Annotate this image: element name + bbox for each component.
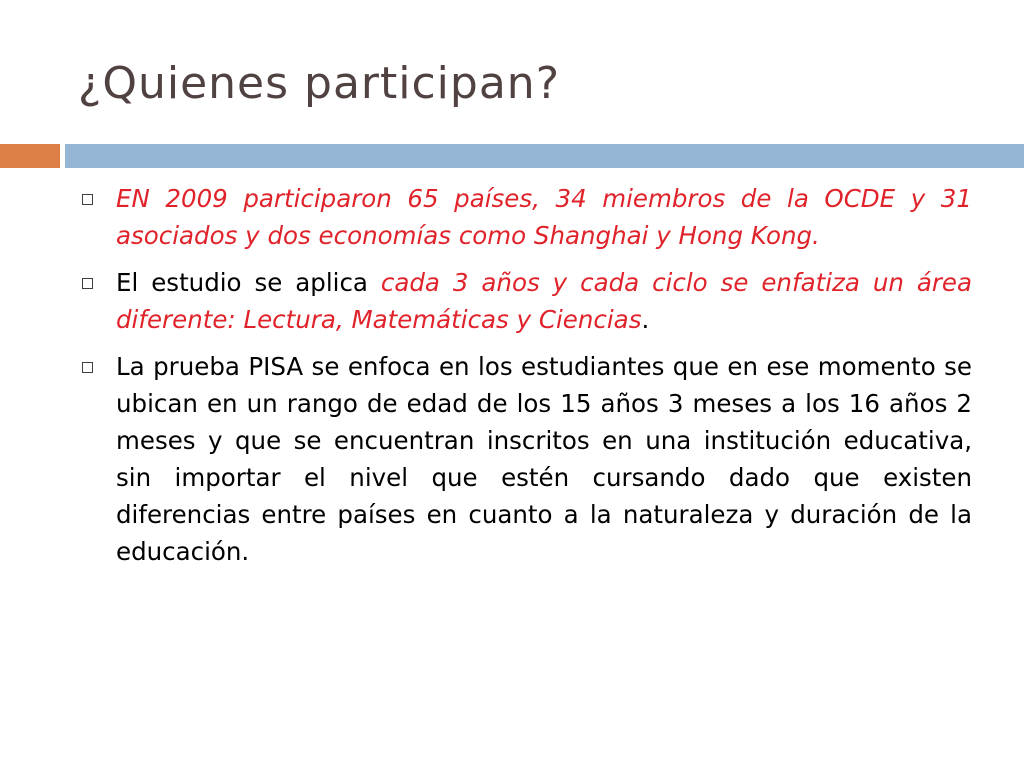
bullet-text: EN 2009 participaron 65 países, 34 miembros de la OCDE y 31 asociados y dos economías como Shanghai y Hong Kong. (116, 184, 972, 250)
bullet-item-students (80, 348, 972, 570)
square-bullet-icon (82, 278, 93, 289)
bullet-text-intro: El estudio se aplica (116, 268, 381, 297)
bullet-text: La prueba PISA se enfoca en los estudiantes que en ese momento se ubican en un rango de edad de los 15 años 3 meses a los 16 años 2 meses y que se encuentran inscritos en una institución educativa, sin importar el nivel que estén cursando dado que existen diferencias entre países en cuanto a la naturaleza y duración de la educación. (116, 352, 972, 566)
bullet-text-highlight: cada 3 años y cada ciclo se enfatiza un área diferente: Lectura, Matemáticas y Ciencias (116, 268, 972, 334)
bullet-item-participants (80, 180, 972, 254)
title-accent-bar-orange (0, 144, 60, 168)
slide-title: ¿Quienes participan? (78, 58, 561, 109)
bullet-item-frequency (80, 264, 972, 338)
bullet-text-end: . (641, 305, 650, 334)
title-accent-bar-blue (65, 144, 1024, 168)
bullet-list (80, 180, 972, 580)
square-bullet-icon (82, 362, 93, 373)
square-bullet-icon (82, 194, 93, 205)
